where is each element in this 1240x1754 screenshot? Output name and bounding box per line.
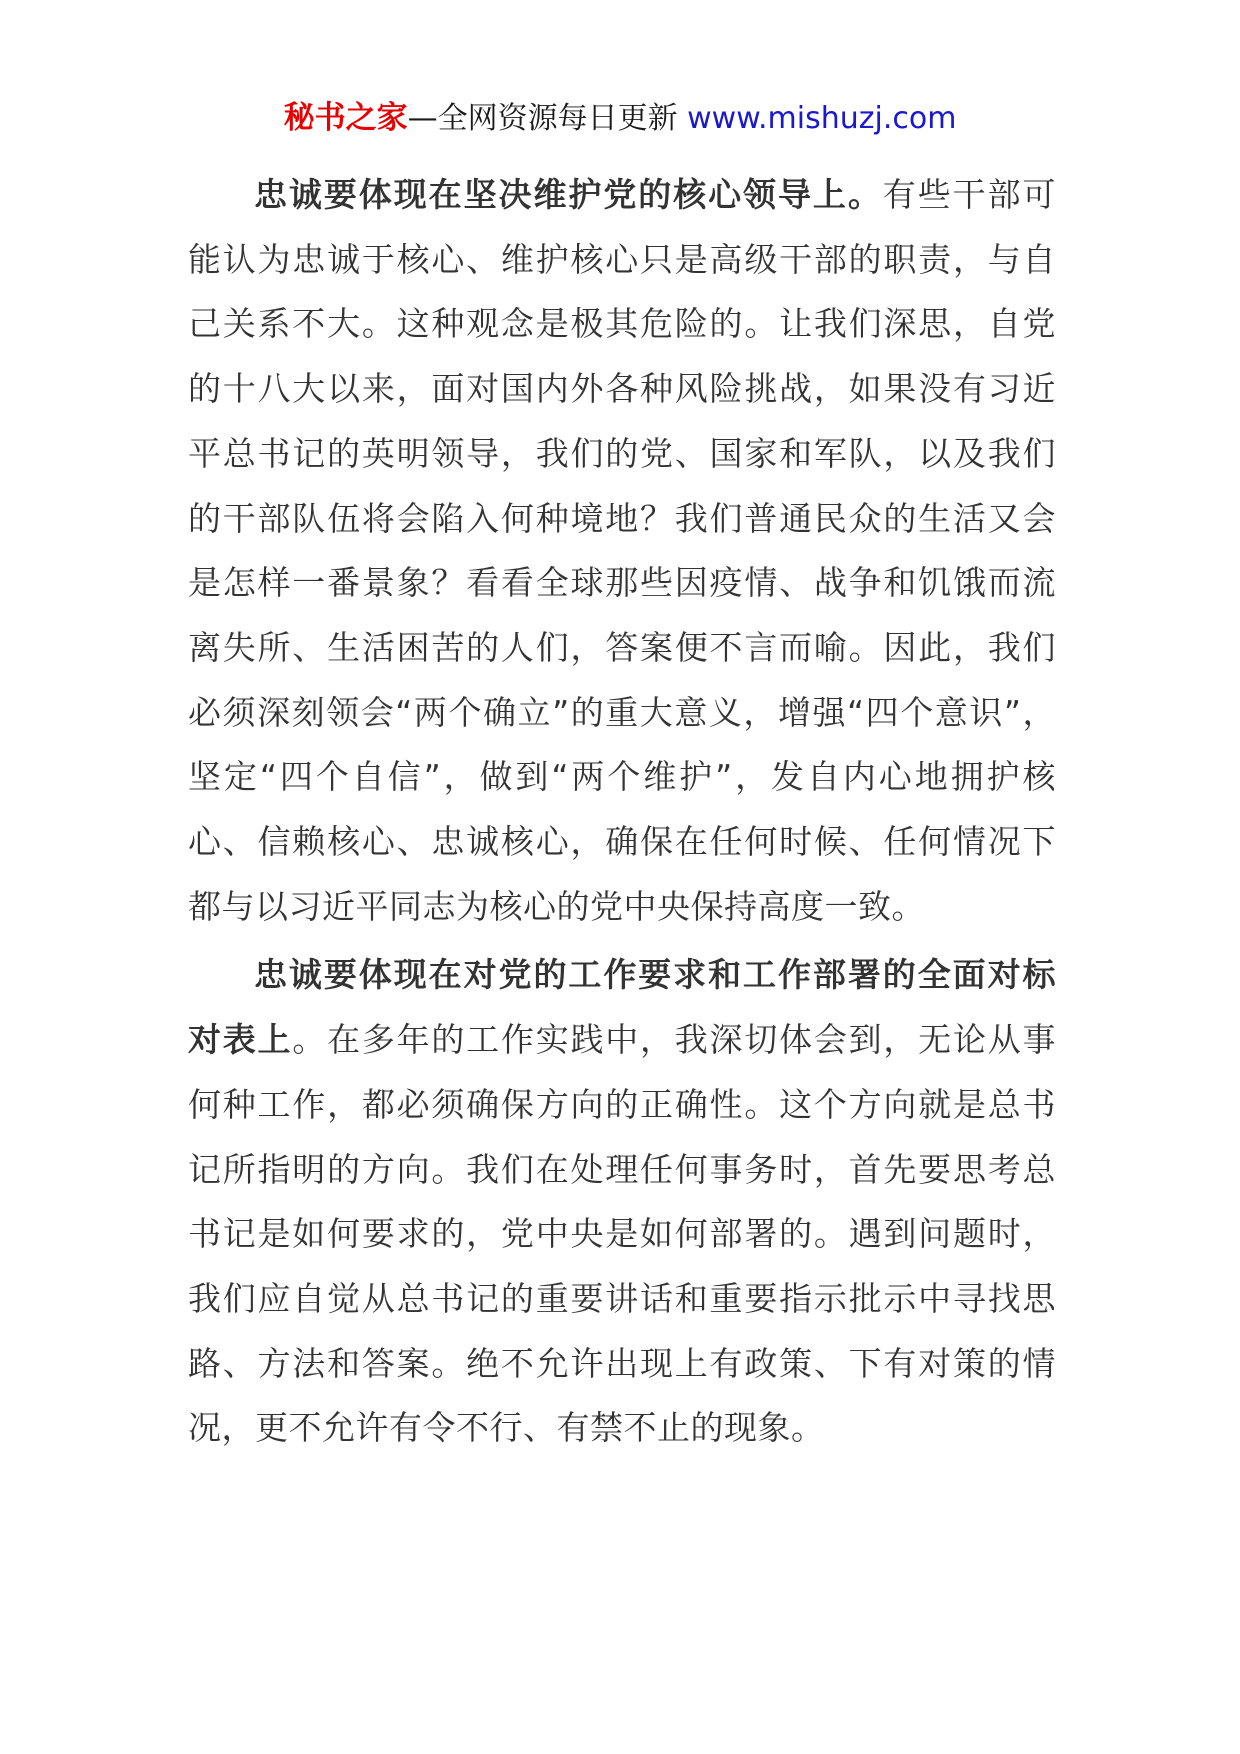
site-url-link[interactable]: www.mishuzj.com xyxy=(687,101,957,136)
paragraph-body-text: 。在多年的工作实践中，我深切体会到，无论从事何种工作，都必须确保方向的正确性。这个方向就是总书记所指明的方向。我们在处理任何事务时，首先要思考总书记是如何要求的，党中央是如何部署的。遇到问题时，我们应自觉从总书记的重要讲话和重要指示批示中寻找思路、方法和答案。绝不允许出现上有政策、下有对策的情况，更不允许有令不行、有禁不止的现象。 xyxy=(188,1020,1056,1448)
paragraph-lead-heading: 忠诚要体现在对党的工作要求和工作部署的全面对标对表上 xyxy=(188,955,1056,1060)
paragraph-work-alignment xyxy=(188,943,1056,1461)
brand-name: 秘书之家 xyxy=(283,100,408,136)
header-tagline: —全网资源每日更新 xyxy=(407,101,688,136)
paragraph-core-leadership xyxy=(188,163,1056,939)
document-header xyxy=(0,98,1240,139)
paragraph-lead-heading: 忠诚要体现在坚决维护党的核心领导上。 xyxy=(254,175,883,214)
document-body xyxy=(188,163,1056,1461)
paragraph-body-text: 有些干部可能认为忠诚于核心、维护核心只是高级干部的职责，与自己关系不大。这种观念是极其危险的。让我们深思，自党的十八大以来，面对国内外各种风险挑战，如果没有习近平总书记的英明领导，我们的党、国家和军队，以及我们的干部队伍将会陷入何种境地？我们普通民众的生活又会是怎样一番景象？看看全球那些因疫情、战争和饥饿而流离失所、生活困苦的人们，答案便不言而喻。因此，我们必须深刻领会“两个确立”的重大意义，增强“四个意识”，坚定“四个自信”，做到“两个维护”，发自内心地拥护核心、信赖核心、忠诚核心，确保在任何时候、任何情况下都与以习近平同志为核心的党中央保持高度一致。 xyxy=(188,175,1057,926)
